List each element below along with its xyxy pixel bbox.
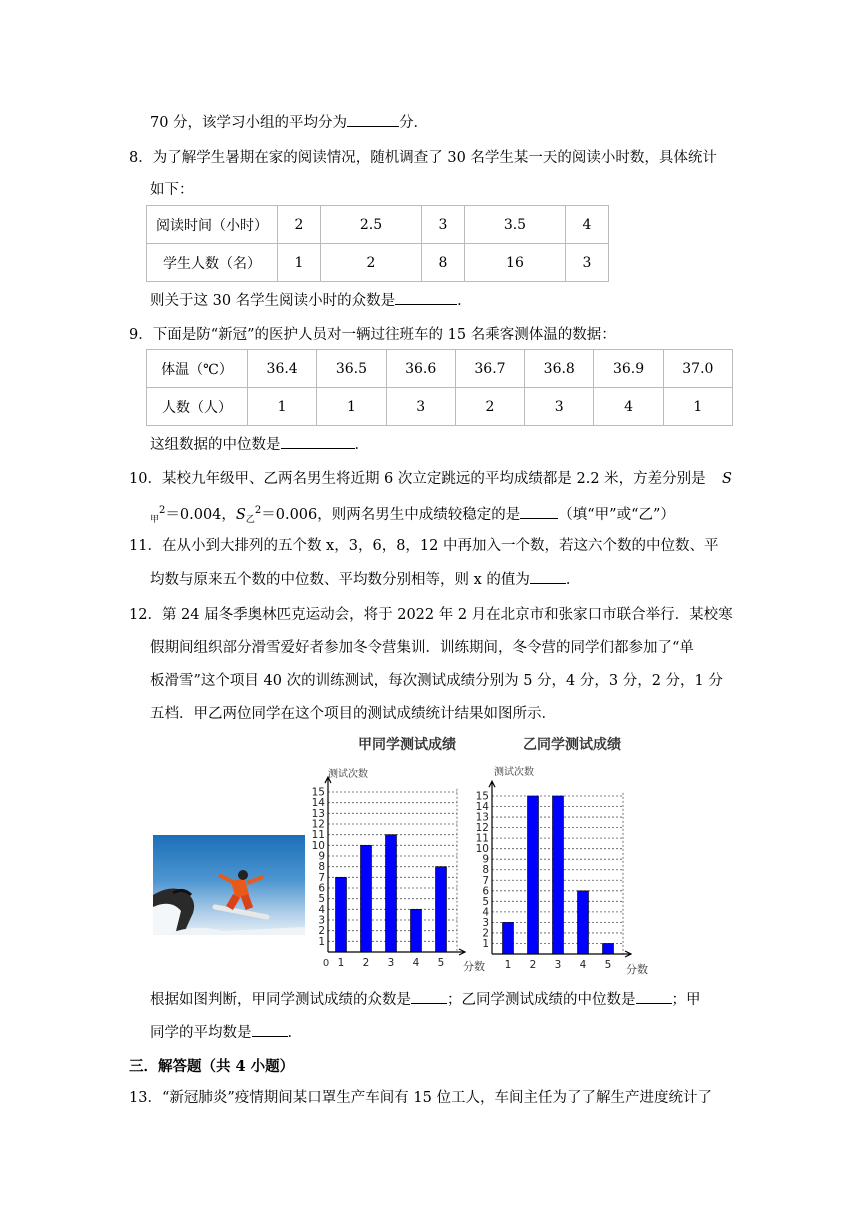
q8-row1-label: 阅读时间（小时） (147, 206, 278, 244)
q10-end: （填“甲”或“乙”） (558, 506, 675, 523)
origin-label: 0 (322, 958, 330, 969)
snowboarder-illustration (153, 835, 305, 935)
q8-cell: 2 (321, 244, 422, 282)
y-tick-label: 5 (482, 895, 489, 908)
q10-val1: ＝0.004， (165, 506, 236, 523)
y-tick-label: 14 (475, 801, 489, 814)
y-tick-label: 8 (482, 864, 489, 877)
x-tick-label: 5 (437, 957, 445, 969)
q8-cell: 2.5 (321, 206, 422, 244)
q10-sup-2b: 2 (254, 505, 262, 516)
y-tick-label: 9 (482, 853, 489, 866)
y-tick-label: 7 (318, 871, 325, 884)
q12-line2: 假期间组织部分滑雪爱好者参加冬令营集训．训练期间，冬令营的同学们都参加了“单 (150, 640, 694, 656)
y-tick-label: 11 (312, 829, 325, 842)
q8-cell: 16 (464, 244, 565, 282)
q9-row2-label: 人数（人） (147, 388, 248, 426)
y-tick-label: 4 (482, 906, 489, 919)
y-tick-label: 1 (318, 935, 325, 948)
q9-question-text: 这组数据的中位数是 (150, 437, 281, 453)
y-tick-label: 6 (482, 885, 489, 898)
q9-question (150, 434, 369, 455)
q12-end: ． (287, 1025, 302, 1041)
y-tick-label: 2 (318, 925, 325, 938)
q8-table-row1 (147, 206, 609, 244)
q9-number: 9． (129, 327, 153, 343)
q9-cell: 36.7 (455, 350, 524, 388)
q9-cell: 3 (386, 388, 455, 426)
q11-number: 11． (129, 538, 162, 554)
q12-line4: 五档．甲乙两位同学在这个项目的测试成绩统计结果如图所示． (150, 706, 556, 722)
bar (336, 877, 347, 952)
q10-sup-2: 2 (159, 505, 166, 516)
q9-line1 (129, 325, 616, 345)
q9-cell: 3 (525, 388, 594, 426)
q12-text-a: 根据如图判断，甲同学测试成绩的众数是 (150, 992, 411, 1008)
q9-cell: 36.6 (386, 350, 455, 388)
q8-question-text: 则关于这 30 名学生阅读小时的众数是 (150, 293, 396, 309)
q10-answer-blank[interactable] (520, 504, 558, 519)
y-axis-label: 测试次数 (494, 767, 534, 778)
q8-cell: 3.5 (464, 206, 565, 244)
q9-cell: 1 (317, 388, 386, 426)
q12-question-line2 (150, 1022, 302, 1043)
x-tick-label: 2 (529, 959, 537, 971)
q13-number: 13． (129, 1090, 162, 1106)
bar (528, 796, 539, 954)
y-tick-label: 2 (482, 927, 489, 940)
x-tick-label: 3 (387, 957, 395, 969)
q12-text-d: 同学的平均数是 (150, 1025, 252, 1041)
q7-text: 70 分，该学习小组的平均分为 (150, 115, 348, 131)
section-heading: 三．解答题（共 4 小题） (129, 1058, 295, 1075)
y-tick-label: 15 (312, 786, 325, 799)
chart-title: 甲同学测试成绩 (358, 737, 456, 753)
q8-end: ． (457, 293, 472, 309)
q8-table-row2 (147, 244, 609, 282)
q8-number: 8． (129, 150, 153, 166)
q8-line2: 如下： (150, 182, 194, 198)
q10-sub-jia: 甲 (150, 514, 160, 525)
q8-cell: 2 (278, 206, 321, 244)
x-tick-label: 1 (337, 957, 345, 969)
q8-text-1: 为了解学生暑期在家的阅读情况，随机调查了 30 名学生某一天的阅读小时数，具体统计 (152, 150, 717, 166)
y-tick-label: 5 (318, 893, 325, 906)
y-tick-label: 11 (475, 832, 489, 845)
q8-row2-label: 学生人数（名） (147, 244, 278, 282)
y-tick-label: 12 (312, 818, 325, 831)
q8-cell: 1 (278, 244, 321, 282)
q9-cell: 36.8 (525, 350, 594, 388)
q11-line2 (150, 569, 580, 590)
chart-yi (475, 730, 665, 975)
q8-line1 (129, 148, 717, 168)
bar (578, 891, 589, 954)
x-tick-label: 4 (412, 957, 420, 969)
y-axis-label: 测试次数 (328, 769, 368, 780)
q8-cell: 3 (565, 244, 608, 282)
x-axis-label: 分数 (626, 963, 648, 975)
q9-text-1: 下面是防“新冠”的医护人员对一辆过往班车的 15 名乘客测体温的数据： (152, 327, 616, 343)
q9-cell: 36.4 (248, 350, 317, 388)
q12-answer-blank-3[interactable] (252, 1022, 288, 1037)
q10-number: 10． (129, 471, 162, 487)
x-tick-label: 5 (604, 959, 612, 971)
y-tick-label: 3 (482, 916, 489, 929)
q7-tail (150, 112, 428, 133)
q8-answer-blank[interactable] (395, 290, 457, 305)
bar (553, 796, 564, 954)
q9-cell: 1 (663, 388, 732, 426)
bar (411, 909, 422, 952)
q9-table (146, 349, 733, 426)
chart-jia (312, 730, 502, 975)
q12-line1 (129, 605, 733, 625)
q12-text-c: ；甲 (671, 992, 701, 1008)
x-tick-label: 2 (362, 957, 370, 969)
q8-cell: 4 (565, 206, 608, 244)
y-tick-label: 12 (475, 822, 489, 835)
bar (361, 845, 372, 952)
q7-answer-blank[interactable] (347, 112, 399, 127)
q12-text-b: ；乙同学测试成绩的中位数是 (447, 992, 636, 1008)
q8-cell: 8 (421, 244, 464, 282)
y-tick-label: 8 (318, 861, 325, 874)
q9-answer-blank[interactable] (281, 434, 355, 449)
x-axis-label: 分数 (463, 960, 485, 973)
q8-cell: 3 (421, 206, 464, 244)
y-tick-label: 6 (318, 882, 325, 895)
q9-cell: 36.9 (594, 350, 663, 388)
y-tick-label: 10 (475, 843, 489, 856)
q9-cell: 36.5 (317, 350, 386, 388)
q10-s-symbol: S (722, 471, 732, 487)
bar (386, 835, 397, 952)
y-tick-label: 7 (482, 874, 489, 887)
q13-text-1: “新冠肺炎”疫情期间某口罩生产车间有 15 位工人，车间主任为了了解生产进度统计了 (161, 1090, 712, 1106)
q11-text-1: 在从小到大排列的五个数 x，3，6，8，12 中再加入一个数，若这六个数的中位数、平 (161, 538, 719, 554)
y-tick-label: 13 (312, 807, 325, 820)
x-tick-label: 1 (504, 959, 512, 971)
q10-sub-yi: 乙 (245, 514, 255, 525)
q10-val2: ＝0.006，则两名男生中成绩较稳定的是 (261, 506, 521, 523)
bar (503, 922, 514, 954)
q9-cell: 1 (248, 388, 317, 426)
q11-end: ． (565, 572, 581, 588)
q9-row1-label: 体温（℃） (147, 350, 248, 388)
q9-table-row1 (147, 350, 733, 388)
x-tick-label: 4 (579, 959, 587, 971)
snowboarder-photo (153, 835, 305, 935)
y-tick-label: 14 (312, 797, 325, 810)
q13-line1 (129, 1088, 712, 1108)
bar (436, 867, 447, 952)
y-tick-label: 13 (475, 811, 489, 824)
y-tick-label: 3 (318, 914, 325, 927)
x-tick-label: 3 (554, 959, 562, 971)
q8-table (146, 205, 609, 282)
q11-answer-blank[interactable] (530, 569, 566, 584)
y-tick-label: 10 (312, 839, 325, 852)
q10-text-1: 某校九年级甲、乙两名男生将近期 6 次立定跳远的平均成绩都是 2.2 米，方差分别是 (161, 471, 706, 487)
q12-answer-blank-2[interactable] (636, 989, 672, 1004)
q12-question-line1 (150, 989, 701, 1010)
q9-table-row2 (147, 388, 733, 426)
q9-cell: 2 (455, 388, 524, 426)
q7-end: 分． (399, 115, 429, 131)
q11-text-2: 均数与原来五个数的中位数、平均数分别相等，则 x 的值为 (150, 572, 530, 588)
q12-text-1: 第 24 届冬季奥林匹克运动会，将于 2022 年 2 月在北京市和张家口市联合举行．某校寒 (161, 607, 733, 623)
y-tick-label: 15 (475, 790, 489, 803)
q9-cell: 37.0 (663, 350, 732, 388)
q12-line3: 板滑雪”这个项目 40 次的训练测试，每次测试成绩分别为 5 分，4 分，3 分，2 分，1 分 (150, 673, 723, 689)
q10-s-symbol-2: S (235, 506, 246, 523)
q12-answer-blank-1[interactable] (411, 989, 447, 1004)
y-tick-label: 9 (318, 850, 325, 863)
chart-title: 乙同学测试成绩 (523, 737, 621, 753)
q11-line1 (129, 536, 718, 556)
q8-question (150, 290, 472, 311)
q12-number: 12． (129, 607, 162, 623)
y-tick-label: 4 (318, 903, 325, 916)
bar (603, 943, 614, 954)
q10-line1 (129, 469, 732, 489)
q9-cell: 4 (594, 388, 663, 426)
q10-line2 (150, 501, 675, 530)
y-tick-label: 1 (482, 937, 489, 950)
q9-end: ． (354, 437, 369, 453)
